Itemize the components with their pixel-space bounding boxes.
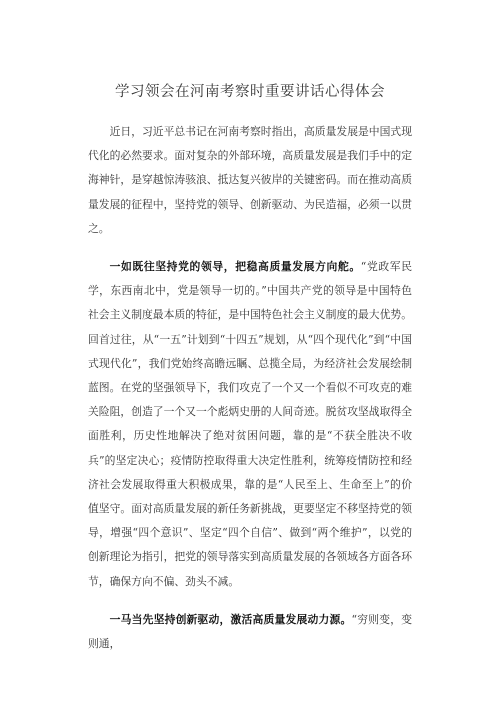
paragraph-party-leadership: [88, 255, 412, 594]
paragraph-heading: 一马当先坚持创新驱动，激活高质量发展动力源。: [109, 612, 352, 626]
document-body: [88, 120, 412, 656]
paragraph-text: “穷则变，变则通，: [88, 612, 412, 651]
paragraph-heading: 一如既往坚持党的领导，把稳高质量发展方向舵。: [109, 260, 361, 274]
paragraph-text: “党政军民学，东西南北中，党是领导一切的。”中国共产党的领导是中国特色社会主义制度最本质的特征，是中国特色社会主义制度的最大优势。回首过往，从“一五”计划到“十四五”规划，从“四个现代化”到“中国式现代化”，我们党始终高瞻远瞩、总揽全局，为经济社会发展绘制蓝图。在党的坚强领导下，我们攻克了一个又一个看似不可攻克的难关险阻，创造了一个又一个彪炳史册的人间奇迹。脱贫攻坚战取得全面胜利，历史性地解决了绝对贫困问题，靠的是“不获全胜决不收兵”的坚定决心；疫情防控取得重大决定性胜利，统筹疫情防控和经济社会发展取得重大积极成果，靠的是“人民至上、生命至上”的价值坚守。面对高质量发展的新任务新挑战，更要坚定不移坚持党的领导，增强“四个意识”、坚定“四个自信”、做到“两个维护”，以党的创新理论为指引，把党的领导落实到高质量发展的各领域各方面各环节，确保方向不偏、劲头不减。: [88, 260, 412, 588]
paragraph-text: 近日，习近平总书记在河南考察时指出，高质量发展是中国式现代化的必然要求。面对复杂的外部环境，高质量发展是我们手中的定海神针，是穿越惊涛骇浪、抵达复兴彼岸的关键密码。而在推动高质量发展的征程中，坚持党的领导、创新驱动、为民造福，必须一以贯之。: [88, 125, 412, 235]
document-title: 学习领会在河南考察时重要讲话心得体会: [115, 84, 385, 100]
paragraph-intro: [88, 120, 412, 241]
paragraph-innovation: [88, 608, 412, 656]
